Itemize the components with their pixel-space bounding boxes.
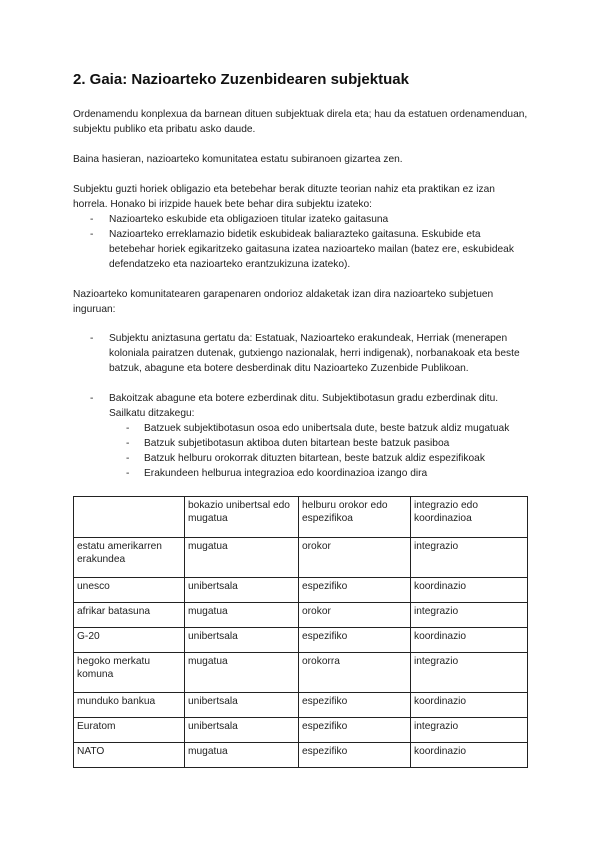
table-header-row xyxy=(74,497,528,538)
classification-list xyxy=(109,421,528,481)
table-row xyxy=(74,578,528,603)
document-page xyxy=(73,70,528,768)
table-cell: munduko bankua xyxy=(74,693,185,718)
table-row xyxy=(74,603,528,628)
table-cell: mugatua xyxy=(185,653,299,693)
page-title: 2. Gaia: Nazioarteko Zuzenbidearen subjektuak xyxy=(73,71,409,88)
table-cell: integrazio xyxy=(411,538,528,578)
list-item: - Nazioarteko eskubide eta obligazioen titular izateko gaitasuna xyxy=(73,212,528,227)
table-cell: mugatua xyxy=(185,538,299,578)
list-item-text: Bakoitzak abagune eta botere ezberdinak ditu. Subjektibotasun gradu ezberdinak ditu. Sailkatu ditzakegu: xyxy=(109,393,499,419)
table-row xyxy=(74,628,528,653)
table-cell: integrazio xyxy=(411,653,528,693)
table-cell: mugatua xyxy=(185,603,299,628)
table-cell: orokorra xyxy=(299,653,411,693)
list-item: - Batzuek subjektibotasun osoa edo unibertsala dute, beste batzuk aldiz mugatuak xyxy=(109,421,528,436)
table-cell: espezifiko xyxy=(299,578,411,603)
list-item: - Batzuk helburu orokorrak dituzten bitartean, beste batzuk aldiz espezifikoak xyxy=(109,451,528,466)
table-header-cell: integrazio edo koordinazioa xyxy=(411,497,528,538)
table-cell: unibertsala xyxy=(185,693,299,718)
list-item xyxy=(73,391,528,481)
table-cell: NATO xyxy=(74,743,185,768)
table-cell: koordinazio xyxy=(411,693,528,718)
table-cell: unibertsala xyxy=(185,718,299,743)
table-cell: espezifiko xyxy=(299,718,411,743)
list-item: - Nazioarteko erreklamazio bidetik eskubideak baliarazteko gaitasuna. Eskubide eta betebehar horiek egikaritzeko gaitasuna izatea nazioarteko mailan (batez ere, eskubideak defendatzeko eta nazioarteko erantzukizuna izateko). xyxy=(73,227,528,272)
paragraph-changes-intro: Nazioarteko komunitatearen garapenaren ondorioz aldaketak izan dira nazioarteko subjetuen inguruan: xyxy=(73,289,494,315)
list-item: - Subjektu aniztasuna gertatu da: Estatuak, Nazioarteko erakundeak, Herriak (menerapen koloniala pairatzen dutenak, gutxiengo nazionalak, herri indigenak), norbanakoak eta beste batzuk, abagune eta botere desberdinak ditu Nazioarteko Zuzenbide Publikoan. xyxy=(73,331,528,376)
table-cell: orokor xyxy=(299,603,411,628)
table-cell: estatu amerikarren erakundea xyxy=(74,538,185,578)
table-header-cell xyxy=(74,497,185,538)
table-cell: G-20 xyxy=(74,628,185,653)
table-cell: Euratom xyxy=(74,718,185,743)
table-cell: koordinazio xyxy=(411,628,528,653)
table-cell: unesco xyxy=(74,578,185,603)
table-cell: unibertsala xyxy=(185,628,299,653)
paragraph-intro: Ordenamendu konplexua da barnean dituen subjektuak direla eta; hau da estatuen ordenamenduan, subjektu publiko eta pribatu asko daude. xyxy=(73,109,528,135)
table-row xyxy=(74,718,528,743)
changes-list xyxy=(73,331,528,481)
subjects-table xyxy=(73,496,528,768)
list-item: - Erakundeen helburua integrazioa edo koordinazioa izango dira xyxy=(109,466,528,481)
table-row xyxy=(74,693,528,718)
table-header-cell: bokazio unibertsal edo mugatua xyxy=(185,497,299,538)
table-cell: hegoko merkatu komuna xyxy=(74,653,185,693)
paragraph-criteria-intro: Subjektu guzti horiek obligazio eta betebehar berak dituzte teorian nahiz eta praktikan ez izan horrela. Honako bi irizpide hauek bete behar dira subjektu izateko: xyxy=(73,184,495,210)
table-cell: espezifiko xyxy=(299,743,411,768)
table-cell: mugatua xyxy=(185,743,299,768)
table-cell: orokor xyxy=(299,538,411,578)
list-item: - Batzuk subjetibotasun aktiboa duten bitartean beste batzuk pasiboa xyxy=(109,436,528,451)
table-cell: koordinazio xyxy=(411,743,528,768)
criteria-list xyxy=(73,212,528,272)
paragraph-sovereign-states: Baina hasieran, nazioarteko komunitatea estatu subiranoen gizartea zen. xyxy=(73,154,403,165)
table-cell: integrazio xyxy=(411,603,528,628)
table-row xyxy=(74,653,528,693)
table-row xyxy=(74,538,528,578)
table-cell: afrikar batasuna xyxy=(74,603,185,628)
table-row xyxy=(74,743,528,768)
table-cell: koordinazio xyxy=(411,578,528,603)
table-cell: integrazio xyxy=(411,718,528,743)
table-cell: espezifiko xyxy=(299,693,411,718)
table-header-cell: helburu orokor edo espezifikoa xyxy=(299,497,411,538)
table-cell: unibertsala xyxy=(185,578,299,603)
table-cell: espezifiko xyxy=(299,628,411,653)
